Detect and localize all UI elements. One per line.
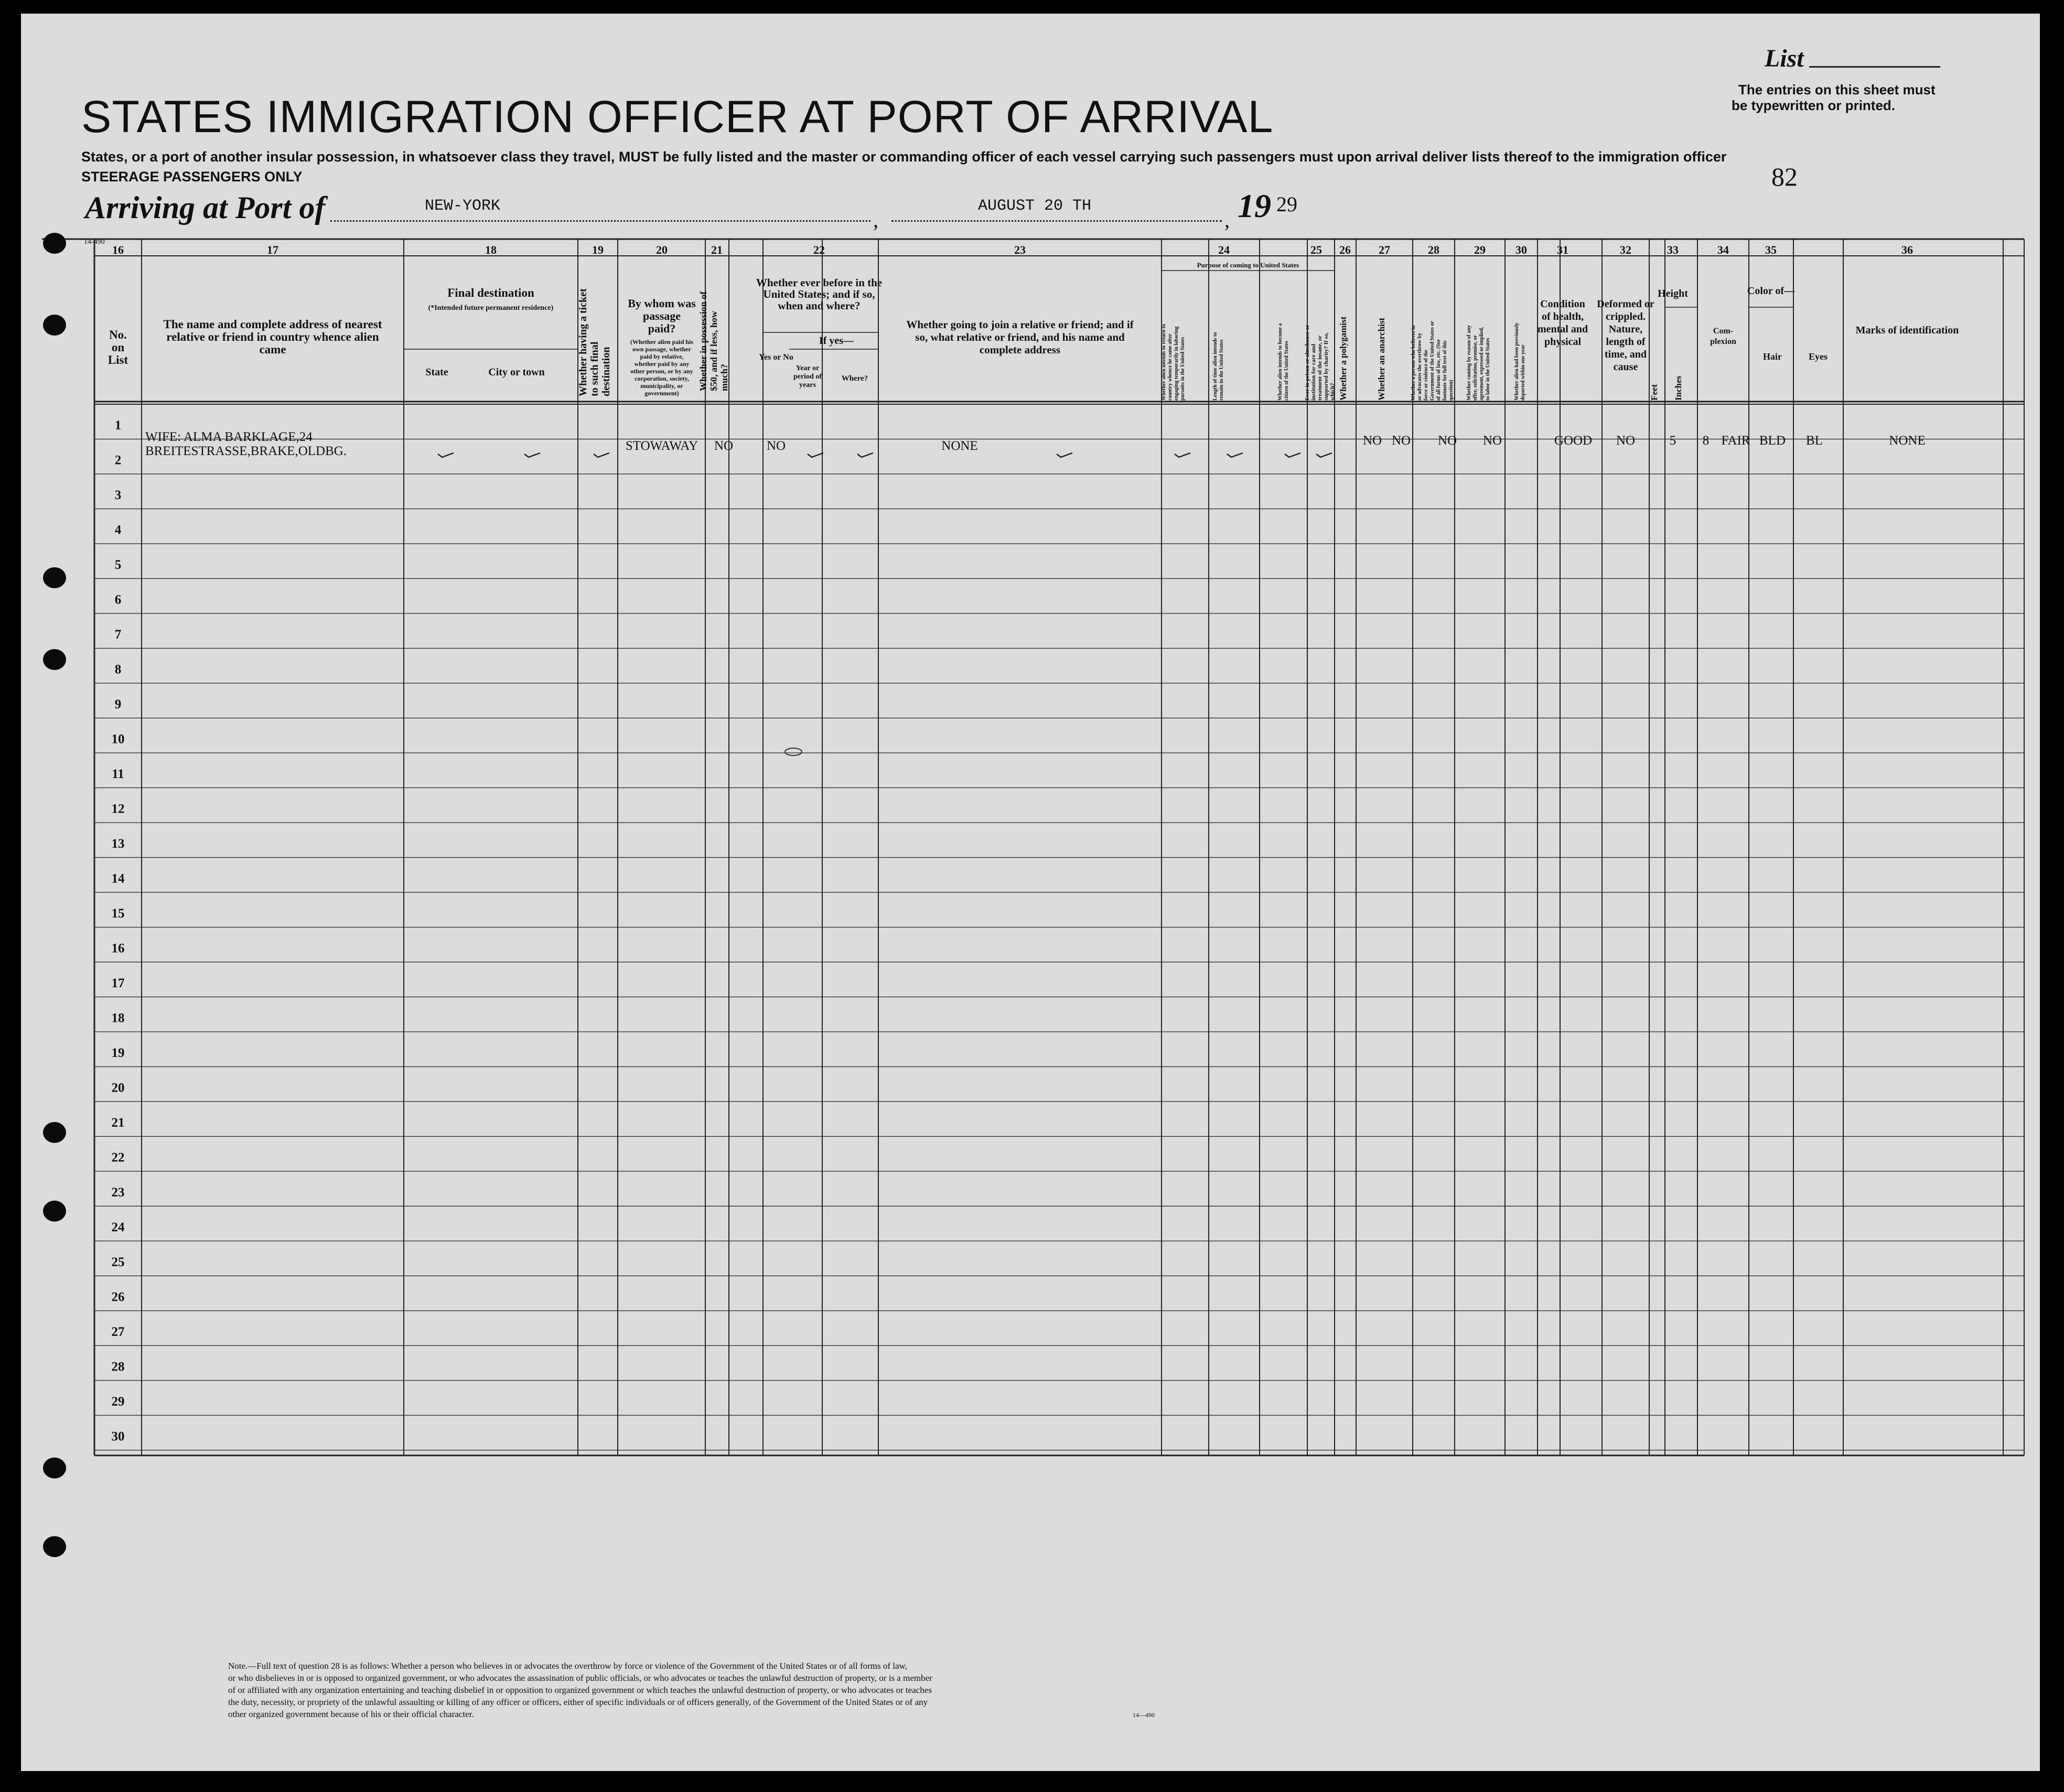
column-heading: Feet [1649, 384, 1659, 401]
row-number: 19 [111, 1046, 125, 1060]
header-subtitle: States, or a port of another insular possession, in whatsoever class they travel, MUST be fully listed and the master or commanding officer of each vessel carrying such passengers must upon arrival deliver lists thereof to the immigration officer [81, 149, 1727, 165]
column-heading: Com- [1713, 327, 1734, 336]
table-text: Final destination [447, 286, 534, 299]
column-heading: paid by relative, [640, 353, 684, 360]
column-heading: plexion [1710, 337, 1736, 346]
column-heading: so, what relative or friend, and his name and [915, 331, 1125, 343]
row-number: 23 [111, 1185, 125, 1200]
column-heading: years [799, 381, 816, 389]
height-feet: 5 [1669, 434, 1676, 448]
relative-address: WIFE: ALMA BARKLAGE,24 [145, 430, 313, 444]
ditto-mark [1285, 453, 1300, 457]
column-number: 34 [1717, 243, 1729, 256]
column-heading: The name and complete address of nearest [163, 318, 382, 331]
column-heading: much? [719, 363, 729, 391]
row-number: 27 [111, 1325, 125, 1339]
column-heading: agreement, expressed or implied, [1479, 327, 1485, 401]
column-heading: period of [793, 373, 822, 381]
binder-hole [43, 1536, 66, 1557]
row-number: 15 [111, 906, 125, 921]
class-label: STEERAGE PASSENGERS ONLY [81, 169, 303, 185]
complexion: FAIR [1721, 434, 1750, 448]
column-heading: municipality, or [640, 382, 683, 390]
column-heading: of all forms of law, etc. (See [1436, 339, 1442, 401]
row-number: 10 [111, 732, 125, 747]
row-number: 11 [112, 767, 124, 781]
column-heading: cause [1613, 361, 1638, 373]
year-suffix: 29 [1276, 192, 1297, 216]
binder-hole [43, 315, 66, 336]
manifest-table [21, 14, 2040, 1771]
eyes: BL [1806, 434, 1823, 448]
column-heading: crippled. [1605, 311, 1646, 322]
entries-note-1: The entries on this sheet must [1738, 82, 1936, 98]
column-number: 26 [1339, 243, 1351, 256]
row-number: 5 [114, 558, 122, 572]
row-number: 30 [111, 1429, 125, 1444]
row-number: 12 [111, 802, 125, 816]
column-heading: corporation, society, [635, 375, 689, 382]
row-number: 24 [111, 1220, 125, 1235]
table-text: If yes— [819, 335, 854, 347]
column-heading: when and where? [778, 299, 861, 312]
column-number: 27 [1379, 243, 1390, 256]
column-number: 28 [1428, 243, 1439, 256]
ditto-mark [524, 453, 540, 457]
binder-hole [43, 233, 66, 254]
column-number: 22 [813, 243, 825, 256]
table-text: Marks of identification [1855, 325, 1959, 336]
column-heading: to labor in the United States [1485, 338, 1491, 401]
column-number: 32 [1620, 243, 1631, 256]
footnote [228, 1660, 932, 1720]
column-heading: time, and [1605, 349, 1647, 360]
column-number: 18 [485, 243, 497, 256]
column-heading: complete address [979, 343, 1061, 356]
date-value: AUGUST 20 TH [978, 197, 1092, 215]
deformed: NO [1616, 434, 1636, 448]
footnote-line: of or affiliated with any organization entertaining and teaching disbelief in or opposition to organized government or which teaches the unlawful destruction of property, or who advocates or teaches [228, 1685, 932, 1695]
relative-address: BREITESTRASSE,BRAKE,OLDBG. [145, 444, 347, 458]
year-prefix: 19 [1238, 187, 1271, 224]
column-heading: Whether having a ticket [577, 288, 589, 396]
column-heading: Whether a polygamist [1338, 316, 1348, 401]
column-heading: (Whether alien paid his [630, 338, 694, 346]
column-heading: came [259, 343, 286, 356]
pencil-mark [785, 748, 802, 755]
ditto-mark [1316, 453, 1332, 457]
column-heading: Government of the United States or [1429, 321, 1435, 401]
binder-hole [43, 1201, 66, 1222]
column-heading: pursuits in the United States [1180, 337, 1186, 401]
column-heading: Nature, [1608, 323, 1643, 335]
binder-hole [43, 1122, 66, 1143]
column-heading: Whether alien intends to become a [1277, 323, 1283, 401]
column-heading: of health, [1542, 311, 1584, 322]
row-number: 7 [114, 628, 122, 642]
column-heading: Whether in possession of [698, 291, 708, 391]
table-text: Height [1658, 288, 1688, 299]
footnote-line: or who disbelieves in or is opposed to organized government, or who advocates the assassination of public officials, or who advocates or teaches the unlawful destruction of property, or is a member [228, 1673, 932, 1683]
column-heading: Whether a person who believes in [1411, 325, 1416, 401]
column-heading: Length of time alien intends to [1212, 332, 1218, 401]
ditto-mark [1057, 453, 1072, 457]
row-number: 21 [111, 1116, 125, 1130]
port-value: NEW-YORK [425, 197, 501, 215]
column-heading: Deformed or [1597, 298, 1654, 310]
column-heading: By whom was [628, 297, 696, 310]
column-heading: passage [642, 309, 681, 322]
column-heading: Whether an anarchist [1377, 317, 1386, 401]
binder-hole [43, 567, 66, 588]
column-heading: Whether alien had been previously [1514, 322, 1520, 401]
polygamist: NO [1362, 434, 1382, 448]
column-heading: supported by charity? If so, [1323, 332, 1329, 401]
column-heading: engaging temporarily in laboring [1174, 326, 1179, 401]
table-text: Purpose of coming to United States [1197, 261, 1299, 269]
column-heading: Inches [1673, 375, 1683, 401]
column-heading: institution for care and [1310, 343, 1317, 401]
sheet-number: 82 [1771, 162, 1798, 191]
marks: NONE [1889, 434, 1926, 448]
column-heading: destination [600, 347, 612, 396]
ditto-mark [857, 453, 873, 457]
manifest-sheet [21, 14, 2040, 1771]
row-number: 13 [111, 837, 125, 851]
column-heading: Whether alien intends to return to [1161, 323, 1167, 401]
table-rules [42, 239, 2024, 1455]
column-number: 24 [1218, 243, 1230, 256]
column-number: 20 [656, 243, 668, 256]
column-heading: List [108, 353, 128, 366]
column-number: 36 [1901, 243, 1913, 256]
row-number: 25 [111, 1255, 125, 1269]
column-number: 31 [1557, 243, 1568, 256]
column-heading: remain in the United States [1219, 339, 1224, 401]
hair: BLD [1759, 434, 1786, 448]
row-number: 4 [114, 523, 122, 537]
column-number: 33 [1667, 243, 1679, 256]
row-number: 3 [114, 488, 122, 502]
row-number: 1 [114, 418, 122, 433]
column-heading: citizen of the United States [1284, 341, 1289, 401]
health: GOOD [1554, 434, 1593, 448]
column-heading: mental and [1537, 323, 1588, 335]
column-heading: Whether going to join a relative or friend; and if [906, 318, 1134, 331]
page-title: STATES IMMIGRATION OFFICER AT PORT OF ARRIVAL [81, 92, 1274, 142]
column-heading: to such final [589, 341, 600, 396]
row-number: 17 [111, 976, 125, 990]
column-heading: relative or friend in country whence alien [166, 330, 379, 343]
row-number: 14 [111, 871, 125, 886]
table-text: Hair [1763, 351, 1782, 362]
form-code-bottom: 14—490 [1133, 1711, 1155, 1719]
footnote-line: other organized government because of his or their official character. [228, 1709, 474, 1719]
column-number: 21 [711, 243, 723, 256]
column-number: 23 [1014, 243, 1026, 256]
column-heading: offer, solicitation, promise, or [1472, 335, 1478, 401]
column-heading: force or violence of the [1423, 350, 1429, 401]
arriving-label: Arriving at Port of [85, 190, 326, 225]
column-number: 25 [1310, 243, 1322, 256]
anarchist: NO [1391, 434, 1411, 448]
row-number: 26 [111, 1290, 125, 1304]
column-heading: physical [1544, 336, 1582, 348]
height-inches: 8 [1702, 434, 1710, 448]
column-number: 16 [112, 243, 124, 256]
column-number: 17 [267, 243, 278, 256]
column-heading: Whether ever before in the [756, 276, 883, 289]
column-heading: whether paid by any [634, 360, 690, 368]
ditto-mark [594, 453, 609, 457]
form-code-top: 14-490 [84, 238, 105, 246]
column-heading: $50, and if less, how [708, 310, 719, 391]
column-heading: footnote for full text of this [1442, 340, 1448, 401]
ditto-mark [1175, 453, 1190, 457]
row-number: 22 [111, 1150, 125, 1165]
offer-labor: NO [1482, 434, 1502, 448]
column-heading: paid? [648, 322, 676, 335]
column-number: 29 [1474, 243, 1486, 256]
ditto-mark [1227, 453, 1243, 457]
comma-1: , [873, 208, 878, 232]
passage-paid: STOWAWAY [625, 439, 698, 453]
column-number: 35 [1765, 243, 1777, 256]
table-text: Yes or No [759, 353, 793, 362]
table-text: City or town [488, 366, 545, 378]
column-heading: or advocates the overthrow by [1417, 332, 1423, 401]
column-heading: Condition [1540, 298, 1585, 310]
row-number: 28 [111, 1359, 125, 1374]
table-text: (*Intended future permanent residence) [428, 304, 554, 312]
table-text: State [425, 366, 448, 378]
table-text: Eyes [1809, 351, 1828, 362]
column-heading: on [111, 341, 125, 354]
binder-hole [43, 649, 66, 670]
column-number: 30 [1515, 243, 1527, 256]
column-heading: other person, or by any [630, 368, 693, 375]
row-number: 2 [114, 453, 122, 468]
ditto-mark [438, 453, 454, 457]
table-text: Color of— [1747, 285, 1795, 297]
row-number: 18 [111, 1011, 125, 1025]
column-heading: own passage, whether [632, 346, 691, 353]
column-heading: length of [1606, 336, 1646, 348]
column-heading: treatment of the insane, or [1317, 335, 1323, 401]
column-heading: United States; and if so, [763, 288, 875, 300]
column-heading: question) [1448, 380, 1454, 401]
column-heading: No. [109, 328, 127, 341]
column-heading: deported within one year [1520, 344, 1526, 401]
column-heading: Ever in prison or almshouse or [1304, 325, 1310, 401]
column-heading: which? [1329, 383, 1336, 401]
entries-note-2: be typewritten or printed. [1732, 98, 1896, 113]
row-number: 20 [111, 1081, 125, 1095]
overthrow: NO [1437, 434, 1457, 448]
footnote-line: the duty, necessity, or propriety of the unlawful assaulting or killing of any officer or officers, either of specific individuals or of officers generally, of the Government of the United States or of any [228, 1697, 928, 1707]
has-50: NO [714, 439, 734, 453]
column-heading: government) [644, 390, 679, 397]
table-text: Where? [841, 374, 868, 383]
joining: NONE [941, 439, 978, 453]
footnote-line: Note.—Full text of question 28 is as follows: Whether a person who believes in or advocates the overthrow by force or violence of the Government of the United States or of all forms of law, [228, 1661, 907, 1671]
row-number: 8 [114, 662, 122, 677]
column-heading: Whether coming by reason of any [1466, 325, 1472, 401]
ever-before: NO [766, 439, 786, 453]
comma-2: , [1224, 208, 1230, 232]
row-number: 16 [111, 941, 125, 956]
column-heading: Year or [796, 364, 820, 372]
row-number: 29 [111, 1395, 125, 1409]
list-label: List [1765, 45, 1804, 72]
ditto-mark [808, 453, 823, 457]
column-heading: country whence he came after [1167, 333, 1173, 401]
column-number: 19 [592, 243, 604, 256]
row-number: 9 [114, 697, 122, 711]
binder-hole [43, 1458, 66, 1478]
row-number: 6 [114, 592, 122, 607]
